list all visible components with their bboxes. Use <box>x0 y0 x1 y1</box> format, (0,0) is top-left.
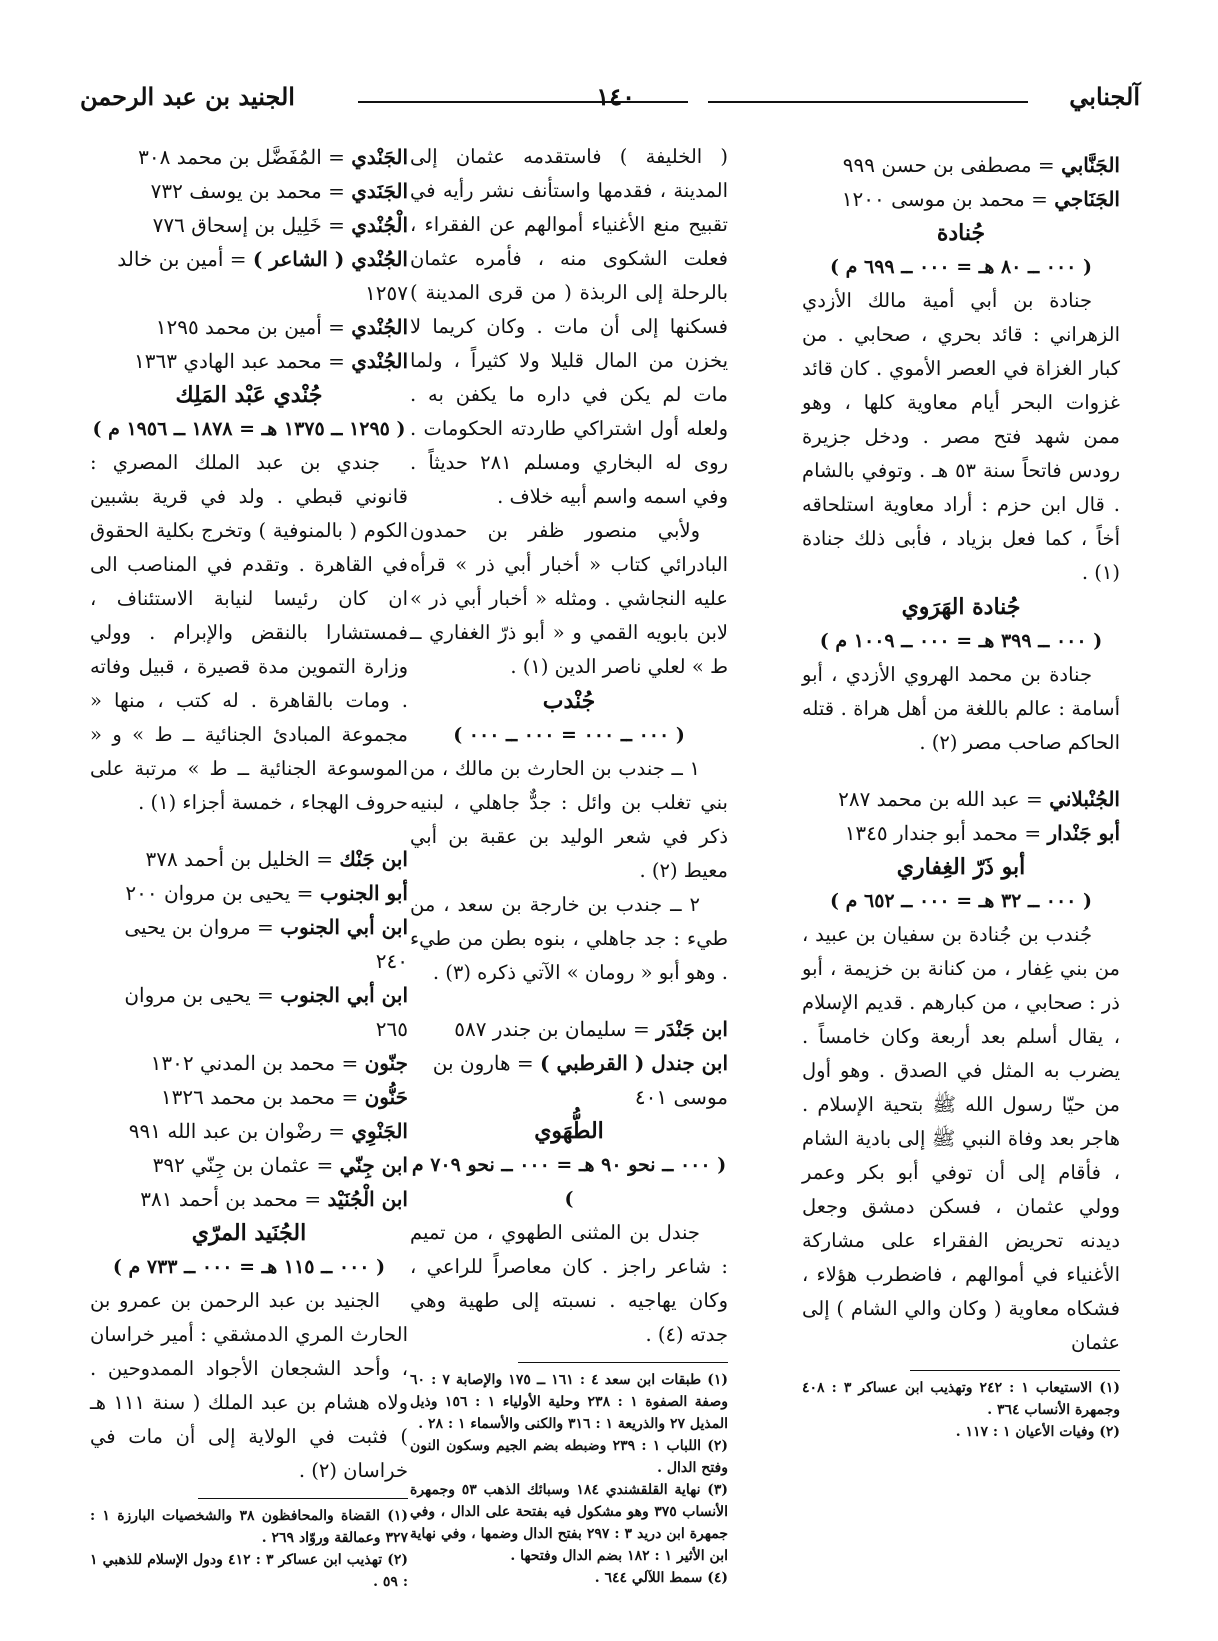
entry-title: أبو ذَرّ الغِفاري <box>896 854 1026 880</box>
xref-target: محمد بن يوسف ٧٣٢ <box>150 179 322 203</box>
footnote: (٣) نهاية القلقشندي ١٨٤ وسبائك الذهب ٥٣ وجمهرة الأنساب ٣٧٥ وهو مشكول فيه بفتحة على الدال ، وفي جمهرة ابن دريد ٣ : ٢٩٧ بفتح الدال وضمها ، وفي نهاية ابن الأثير ١ : ١٨٢ بضم الدال وفتحها . <box>410 1482 728 1564</box>
xref-equals: = <box>321 179 352 203</box>
xref-target: محمد بن المدني ١٣٠٢ <box>150 1051 336 1075</box>
cross-reference <box>90 876 408 910</box>
header-rule-left <box>358 101 688 103</box>
xref-name: ابن الْجُنَيْد <box>327 1187 408 1211</box>
column-middle <box>410 140 728 1589</box>
xref-name: ابن جَنْك <box>339 847 408 871</box>
xref-name: ابن أبي الجنوب <box>280 983 408 1007</box>
footnote-rule <box>198 1498 408 1499</box>
xref-equals: = <box>321 1119 352 1143</box>
xref-target: أمين بن محمد ١٢٩٥ <box>155 315 322 339</box>
xref-equals: = <box>321 145 352 169</box>
xref-equals: = <box>335 1085 365 1109</box>
xref-target: عبد الله بن محمد ٢٨٧ <box>838 787 1020 811</box>
cross-reference <box>90 344 408 378</box>
xref-target: محمد عبد الهادي ١٣٦٣ <box>134 349 322 373</box>
xref-target: محمد بن محمد ١٣٢٦ <box>160 1085 336 1109</box>
cross-reference <box>410 1046 728 1114</box>
xref-equals: = <box>626 1017 657 1041</box>
footnote-rule <box>910 1370 1120 1371</box>
xref-equals: = <box>1031 153 1062 177</box>
cross-reference <box>90 208 408 242</box>
xref-name: الجُنْدي ( الشاعر ) <box>252 247 408 271</box>
xref-equals: = <box>321 213 352 237</box>
xref-equals: = <box>298 1187 328 1211</box>
xref-equals: = <box>223 247 253 271</box>
entry-body: جُندب بن جُنادة بن سفيان بن عبيد ، من بني غِفار ، من كنانة بن خزيمة ، أبو ذر : صحابي ، من كبارهم . قديم الإسلام ، يقال أسلم بعد أربعة وكان خامساً . يضرب به المثل في الصدق . وهو أول من حيّا رسول الله ﷺ بتحية الإسلام . هاجر بعد وفاة النبي ﷺ إلى بادية الشام ، فأقام إلى أن توفي أبو بكر وعمر وولي عثمان ، فسكن دمشق وجعل ديدنه تحريض الفقراء على مشاركة الأغنياء في أموالهم ، فاضطرب هؤلاء ، فشكاه معاوية ( وكان والي الشام ) إلى عثمان <box>802 923 1120 1354</box>
column-left <box>90 140 408 1593</box>
section-spacer <box>410 990 728 1012</box>
xref-target: أمين بن خالد ١٢٥٧ <box>117 247 408 305</box>
xref-equals: = <box>309 847 340 871</box>
xref-name: الجَنَّابي <box>1061 153 1120 177</box>
entry-body: جنادة بن محمد الهروي الأزدي ، أبو أسامة : عالم باللغة من أهل هراة . قتله الحاكم صاحب مصر (٢) . <box>802 663 1120 754</box>
xref-name: ابن جندل ( القرطبي ) <box>540 1051 728 1075</box>
entry-dates: ( ٠٠٠ ــ ٣٩٩ هـ = ٠٠٠ ــ ١٠٠٩ م ) <box>819 630 1103 652</box>
entry-title: جُنادة <box>936 220 986 246</box>
xref-target: رضْوان بن عبد الله ٩٩١ <box>128 1119 322 1143</box>
running-head-right: آلجنابي <box>1069 82 1140 111</box>
xref-equals: = <box>1024 187 1055 211</box>
cross-reference <box>90 174 408 208</box>
cross-reference <box>90 842 408 876</box>
entry-title: الجُنَيد المرّي <box>191 1220 307 1246</box>
xref-name: الجَنْوِي <box>351 1119 408 1143</box>
entry-dates: ( ٠٠٠ ــ ١١٥ هـ = ٠٠٠ ــ ٧٣٣ م ) <box>112 1256 386 1278</box>
xref-name: الجَنَاجي <box>1054 187 1120 211</box>
cross-reference <box>90 978 408 1046</box>
xref-target: محمد بن أحمد ٣٨١ <box>140 1187 299 1211</box>
cross-reference <box>90 1080 408 1114</box>
cross-reference <box>802 148 1120 182</box>
entry-title: الطُّهَوي <box>534 1118 604 1144</box>
xref-name: الجُنْدي <box>351 315 408 339</box>
xref-target: سليمان بن جندر ٥٨٧ <box>454 1017 627 1041</box>
footnote: (١) القضاة والمحافظون ٣٨ والشخصيات البارزة ١ : ٣٢٧ وعمالقة وروّاد ٢٦٩ . <box>90 1508 408 1546</box>
page-number: ١٤٠ <box>596 82 635 111</box>
xref-equals: = <box>335 1051 365 1075</box>
running-head-left: الجنيد بن عبد الرحمن <box>80 82 295 111</box>
xref-name: أبو الجنوب <box>319 881 408 905</box>
cross-reference <box>90 1182 408 1216</box>
xref-equals: = <box>321 349 352 373</box>
entry-body: ٢ ــ جندب بن خارجة بن سعد ، من طيء : جد جاهلي ، بنوه بطن من طيء . وهو أبو « رومان » الآتي ذكره (٣) . <box>410 893 728 984</box>
xref-target: يحيى بن مروان ٢٦٥ <box>124 983 408 1041</box>
footnote: (٢) اللباب ١ : ٢٣٩ وضبطه بضم الجيم وسكون النون وفتح الدال . <box>410 1438 728 1476</box>
xref-name: حَنُّون <box>364 1085 408 1109</box>
cross-reference <box>802 182 1120 216</box>
xref-name: ابن أبي الجنوب <box>280 915 408 939</box>
xref-name: الجُنْبلاني <box>1049 787 1120 811</box>
entry-dates: ( ١٢٩٥ ــ ١٣٧٥ هـ = ١٨٧٨ ــ ١٩٥٦ م ) <box>92 418 406 440</box>
xref-target: الخليل بن أحمد ٣٧٨ <box>145 847 310 871</box>
xref-name: جنّون <box>364 1051 408 1075</box>
xref-target: خَلِيل بن إسحاق ٧٧٦ <box>152 213 322 237</box>
xref-equals: = <box>510 1051 541 1075</box>
footnote: (١) طبقات ابن سعد ٤ : ١٦١ ــ ١٧٥ والإصابة ٧ : ٦٠ وصفة الصفوة ١ : ٢٣٨ وحلية الأولياء ١ : ١٥٦ وذيل المذيل ٢٧ والذريعة ١ : ٣١٦ والكنى والأسماء ١ : ٢٨ . <box>410 1372 728 1432</box>
entry-body: جندل بن المثنى الطهوي ، من تميم : شاعر راجز . كان معاصراً للراعي ، وكان يهاجيه . نسبته إلى طهية وهي جدته (٤) . <box>410 1221 728 1346</box>
entry-body: جندي بن عبد الملك المصري : قانوني قبطي . ولد في قرية بشبين الكوم ( بالمنوفية ) وتخرج بكلية الحقوق في القاهرة . وتقدم في المناصب الى ان كان رئيسا لنيابة الاستئناف ، فمستشارا بالنقض والإبرام . وولي وزارة التموين مدة قصيرة ، قبيل وفاته . ومات بالقاهرة . له كتب ، منها « مجموعة المبادئ الجنائية ــ ط » و « الموسوعة الجنائية ــ ط » مرتبة على حروف الهجاء ، خمسة أجزاء (١) . <box>90 451 408 814</box>
section-spacer <box>802 760 1120 782</box>
xref-name: أبو جَنْدار <box>1047 821 1120 845</box>
xref-equals: = <box>310 1153 340 1177</box>
entry-body: ولأبي منصور ظفر بن حمدون البادرائي كتاب « أخبار أبي ذر » قرأه عليه النجاشي . ومثله « أخبار أبي ذر » لابن بابويه القمي و « أبو ذرّ الغفاري ــ ط » لعلي ناصر الدين (١) . <box>410 519 728 678</box>
entry-dates: ( ٠٠٠ ــ ٣٢ هـ = ٠٠٠ ــ ٦٥٢ م ) <box>830 890 1092 912</box>
footnote-rule <box>518 1362 728 1363</box>
entry-body: ١ ــ جندب بن الحارث بن مالك ، من بني تغلب بن وائل : جدٌّ جاهلي ، لبنيه ذكر في شعر الوليد بن عقبة بن أبي معيط (٢) . <box>410 757 728 882</box>
entry-title: جُنادة الهَرَوي <box>901 594 1021 620</box>
cross-reference <box>90 242 408 310</box>
entry-body: جنادة بن أبي أمية مالك الأزدي الزهراني : قائد بحري ، صحابي . من كبار الغزاة في العصر الأموي . كان قائد غزوات البحر أيام معاوية كلها ، وهو ممن شهد فتح مصر . ودخل جزيرة رودس فاتحاً سنة ٥٣ هـ . وتوفي بالشام . قال ابن حزم : أراد معاوية استلحاقه أخاً ، كما فعل بزياد ، فأبى ذلك جنادة (١) . <box>802 289 1120 584</box>
column-right <box>802 148 1120 1443</box>
cross-reference <box>802 782 1120 816</box>
xref-equals: = <box>290 881 320 905</box>
entry-title: جُنْدي عَبْد المَلِك <box>175 382 323 408</box>
xref-target: يحيى بن مروان ٢٠٠ <box>125 881 291 905</box>
xref-equals: = <box>1017 821 1048 845</box>
xref-equals: = <box>250 983 281 1007</box>
xref-name: الجَنْدي <box>351 145 408 169</box>
cross-reference <box>410 1012 728 1046</box>
xref-name: الْجُنْدي <box>351 213 408 237</box>
cross-reference <box>90 1148 408 1182</box>
entry-dates: ( ٠٠٠ ــ نحو ٩٠ هـ = ٠٠٠ ــ نحو ٧٠٩ م ) <box>411 1154 727 1210</box>
footnote: (١) الاستيعاب ١ : ٢٤٢ وتهذيب ابن عساكر ٣ : ٤٠٨ وجمهرة الأنساب ٣٦٤ . <box>802 1380 1120 1418</box>
header-rule-right <box>708 101 1028 103</box>
xref-target: محمد بن موسى ١٢٠٠ <box>841 187 1025 211</box>
entry-dates: ( ٠٠٠ ــ ٨٠ هـ = ٠٠٠ ــ ٦٩٩ م ) <box>830 256 1092 278</box>
xref-equals: = <box>321 315 352 339</box>
cross-reference <box>90 1046 408 1080</box>
section-spacer <box>90 820 408 842</box>
cross-reference <box>90 140 408 174</box>
cross-reference <box>90 310 408 344</box>
entry-title: جُنْدب <box>542 688 596 714</box>
xref-name: ابن جَنْدَر <box>656 1017 728 1041</box>
page-header <box>80 82 1140 118</box>
xref-name: ابن جِنّي <box>339 1153 408 1177</box>
xref-equals: = <box>250 915 281 939</box>
footnote: (٢) وفيات الأعيان ١ : ١١٧ . <box>955 1424 1120 1440</box>
footnote: (٢) تهذيب ابن عساكر ٣ : ٤١٢ ودول الإسلام للذهبي ١ : ٥٩ . <box>90 1552 409 1590</box>
entry-body: ( الخليفة ) فاستقدمه عثمان إلى المدينة ، فقدمها واستأنف نشر رأيه في تقبيح منع الأغنياء أموالهم عن الفقراء ، فعلت الشكوى منه ، فأمره عثمان بالرحلة إلى الربذة ( من قرى المدينة ) فسكنها إلى أن مات . وكان كريما لا يخزن من المال قليلا ولا كثيراً ، ولما مات لم يكن في داره ما يكفن به . ولعله أول اشتراكي طاردته الحكومات . روى له البخاري ومسلم ٢٨١ حديثاً . وفي اسمه واسم أبيه خلاف . <box>410 145 728 508</box>
xref-equals: = <box>1019 787 1050 811</box>
xref-target: محمد أبو جندار ١٣٤٥ <box>844 821 1018 845</box>
xref-target: المُفَضَّل بن محمد ٣٠٨ <box>138 145 322 169</box>
xref-target: هارون بن موسى ٤٠١ <box>432 1051 728 1109</box>
entry-body: الجنيد بن عبد الرحمن بن عمرو بن الحارث المري الدمشقي : أمير خراسان ، وأحد الشجعان الأجواد الممدوحين . ولاه هشام بن عبد الملك ( سنة ١١١ هـ ) فثبت في الولاية إلى أن مات في خراسان (٢) . <box>90 1289 409 1482</box>
xref-target: مروان بن يحيى ٢٤٠ <box>124 915 408 973</box>
footnote: (٤) سمط اللآلي ٦٤٤ . <box>594 1570 728 1586</box>
entry-dates: ( ٠٠٠ ــ ٠٠٠ = ٠٠٠ ــ ٠٠٠ ) <box>453 724 685 746</box>
xref-name: الجُنْدي <box>351 349 408 373</box>
cross-reference <box>802 816 1120 850</box>
cross-reference <box>90 910 408 978</box>
xref-target: مصطفى بن حسن ٩٩٩ <box>842 153 1032 177</box>
cross-reference <box>90 1114 408 1148</box>
xref-name: الجَنَدي <box>351 179 408 203</box>
xref-target: عثمان بن جِنّي ٣٩٢ <box>152 1153 311 1177</box>
